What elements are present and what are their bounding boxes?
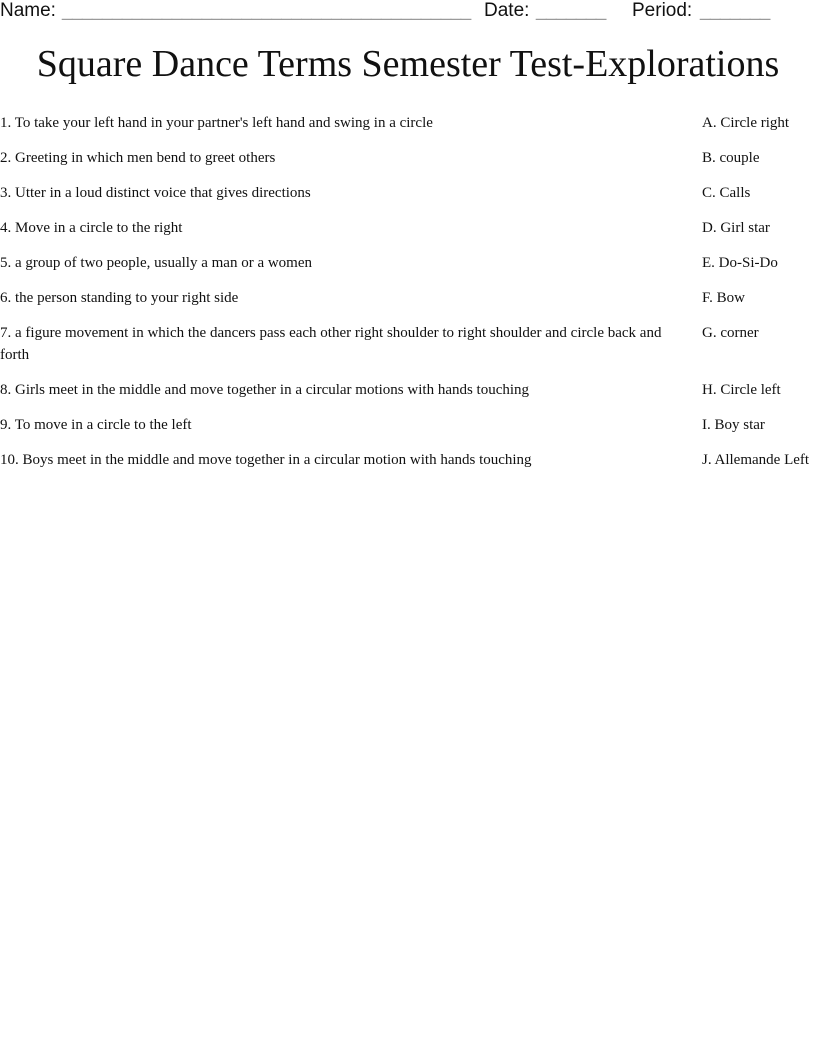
question-text: 7. a figure movement in which the dancers pass each other right shoulder to right shoulder and circle back and forth [0, 325, 662, 363]
question-row [0, 147, 816, 169]
question-text: 4. Move in a circle to the right [0, 220, 183, 236]
question-row [0, 449, 816, 471]
question-row [0, 287, 816, 309]
question-row [0, 414, 816, 436]
name-label: Name: [0, 0, 56, 21]
question-text: 2. Greeting in which men bend to greet others [0, 150, 276, 166]
question-row [0, 379, 816, 401]
period-label: Period: [632, 0, 693, 21]
question-text: 6. the person standing to your right side [0, 290, 239, 306]
name-blank[interactable]: _________________________________________ [62, 0, 471, 21]
question-row [0, 322, 816, 366]
period-blank[interactable]: _______ [700, 0, 770, 21]
answer-choice: E. Do-Si-Do [702, 255, 778, 271]
question-text: 3. Utter in a loud distinct voice that gives directions [0, 185, 311, 201]
page-title: Square Dance Terms Semester Test-Explorations [36, 43, 780, 85]
date-blank[interactable]: _______ [536, 0, 606, 21]
answer-choice: D. Girl star [702, 220, 770, 236]
answer-choice: J. Allemande Left [702, 452, 810, 468]
answer-choice: I. Boy star [702, 417, 765, 433]
matching-questions-list [0, 112, 816, 484]
question-text: 10. Boys meet in the middle and move together in a circular motion with hands touching [0, 452, 532, 468]
question-row [0, 252, 816, 274]
student-info-header [0, 0, 816, 24]
question-row [0, 112, 816, 134]
question-text: 8. Girls meet in the middle and move together in a circular motions with hands touching [0, 382, 530, 398]
answer-choice: G. corner [702, 325, 759, 341]
answer-choice: H. Circle left [702, 382, 781, 398]
question-text: 1. To take your left hand in your partner's left hand and swing in a circle [0, 115, 433, 131]
question-text: 9. To move in a circle to the left [0, 417, 192, 433]
answer-choice: F. Bow [702, 290, 745, 306]
answer-choice: C. Calls [702, 185, 751, 201]
date-label: Date: [484, 0, 530, 21]
question-row [0, 182, 816, 204]
question-row [0, 217, 816, 239]
question-text: 5. a group of two people, usually a man or a women [0, 255, 313, 271]
answer-choice: A. Circle right [702, 115, 790, 131]
answer-choice: B. couple [702, 150, 760, 166]
